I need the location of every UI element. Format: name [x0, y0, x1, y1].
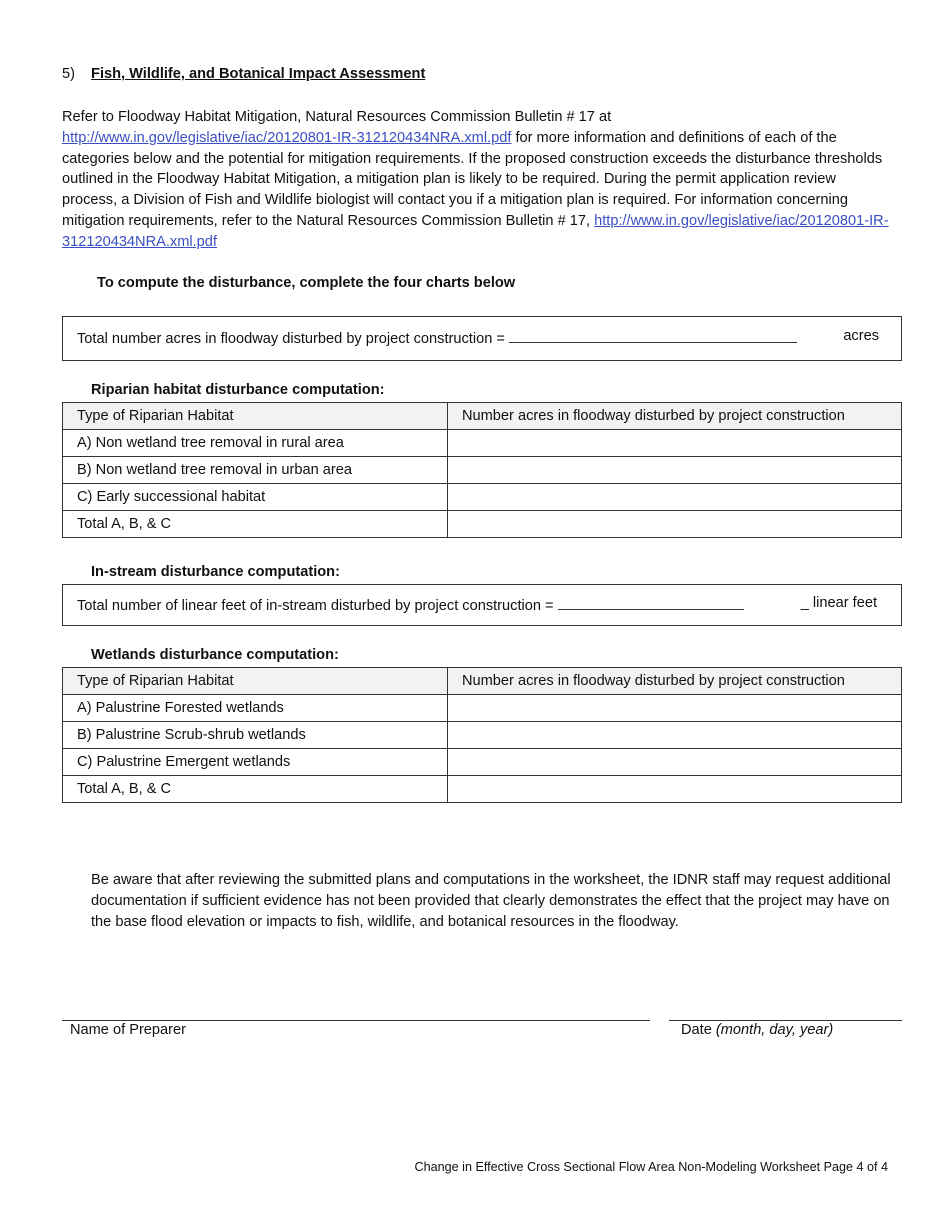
date-label: Date	[681, 1022, 712, 1038]
instream-row	[77, 595, 744, 614]
total-acres-row	[77, 328, 797, 347]
table-row	[63, 722, 902, 749]
wetlands-row-input[interactable]	[448, 695, 902, 722]
total-acres-label: Total number acres in floodway disturbed by project construction =	[77, 331, 505, 347]
table-row	[63, 457, 902, 484]
total-acres-field[interactable]	[509, 328, 797, 343]
wetlands-heading: Wetlands disturbance computation:	[91, 647, 339, 663]
instream-unit: _ linear feet	[800, 595, 877, 611]
intro-text-2: for more information and definitions of each of the categories below and the potential for mitigation requirements. If the proposed construction exceeds the disturbance thresholds outlined in the Floodway Habitat Mitigation, a mitigation plan is likely to be required. During the permit application review process, a Division of Fish and Wildlife biologist will contact you if a mitigation plan is required. For information concerning mitigation requirements, refer to the Natural Resources Commission Bulletin # 17,	[62, 129, 883, 229]
wetlands-row-label: Total A, B, & C	[63, 776, 448, 803]
date-hint: (month, day, year)	[715, 1022, 834, 1038]
wetlands-row-label: C) Palustrine Emergent wetlands	[63, 749, 448, 776]
riparian-row-label: Total A, B, & C	[63, 511, 448, 538]
total-acres-box	[62, 316, 902, 361]
riparian-col-type: Type of Riparian Habitat	[63, 403, 448, 430]
table-row	[63, 484, 902, 511]
riparian-row-input[interactable]	[448, 430, 902, 457]
riparian-row-label: B) Non wetland tree removal in urban area	[63, 457, 448, 484]
compute-heading: To compute the disturbance, complete the four charts below	[97, 275, 516, 291]
table-header-row	[63, 668, 902, 695]
riparian-row-label: C) Early successional habitat	[63, 484, 448, 511]
total-acres-unit: acres	[843, 328, 879, 344]
bulletin-link-2[interactable]: http://www.in.gov/legislative/iac/20120801-IR-312120434NRA.xml.pdf	[62, 212, 889, 250]
instream-field[interactable]	[558, 595, 744, 610]
wetlands-row-label: A) Palustrine Forested wetlands	[63, 695, 448, 722]
wetlands-table	[62, 667, 902, 803]
table-header-row	[63, 403, 902, 430]
section-title-text: Fish, Wildlife, and Botanical Impact Assessment	[91, 66, 426, 82]
awareness-paragraph: Be aware that after reviewing the submitted plans and computations in the worksheet, the IDNR staff may request additional documentation if sufficient evidence has not been provided that clearly demonstrates the effect that the project may have on the base flood elevation or impacts to fish, wildlife, and botanical resources in the floodway.	[91, 872, 891, 930]
bulletin-link-1[interactable]: http://www.in.gov/legislative/iac/20120801-IR-312120434NRA.xml.pdf	[62, 129, 512, 146]
riparian-table	[62, 402, 902, 538]
instream-box	[62, 584, 902, 626]
instream-heading: In-stream disturbance computation:	[91, 564, 340, 580]
intro-text-1: Refer to Floodway Habitat Mitigation, Natural Resources Commission Bulletin # 17 at	[62, 109, 612, 125]
page-footer: Change in Effective Cross Sectional Flow Area Non-Modeling Worksheet Page 4 of 4	[414, 1160, 888, 1174]
table-row	[63, 749, 902, 776]
riparian-row-label: A) Non wetland tree removal in rural area	[63, 430, 448, 457]
riparian-row-input[interactable]	[448, 511, 902, 538]
wetlands-col-type: Type of Riparian Habitat	[63, 668, 448, 695]
table-row	[63, 695, 902, 722]
date-label-group	[681, 1022, 833, 1038]
riparian-row-input[interactable]	[448, 457, 902, 484]
wetlands-row-input[interactable]	[448, 722, 902, 749]
wetlands-row-input[interactable]	[448, 776, 902, 803]
instream-label: Total number of linear feet of in-stream disturbed by project construction =	[77, 598, 554, 614]
wetlands-row-label: B) Palustrine Scrub-shrub wetlands	[63, 722, 448, 749]
riparian-col-acres: Number acres in floodway disturbed by project construction	[448, 403, 902, 430]
preparer-signature-line[interactable]	[62, 1020, 650, 1021]
wetlands-col-acres: Number acres in floodway disturbed by project construction	[448, 668, 902, 695]
table-row	[63, 430, 902, 457]
intro-paragraph	[62, 107, 892, 253]
date-signature-line[interactable]	[669, 1020, 902, 1021]
table-row	[63, 776, 902, 803]
riparian-row-input[interactable]	[448, 484, 902, 511]
section-title	[62, 66, 425, 82]
preparer-label: Name of Preparer	[70, 1022, 186, 1038]
table-row	[63, 511, 902, 538]
section-number: 5)	[62, 66, 75, 82]
wetlands-row-input[interactable]	[448, 749, 902, 776]
riparian-heading: Riparian habitat disturbance computation:	[91, 382, 385, 398]
